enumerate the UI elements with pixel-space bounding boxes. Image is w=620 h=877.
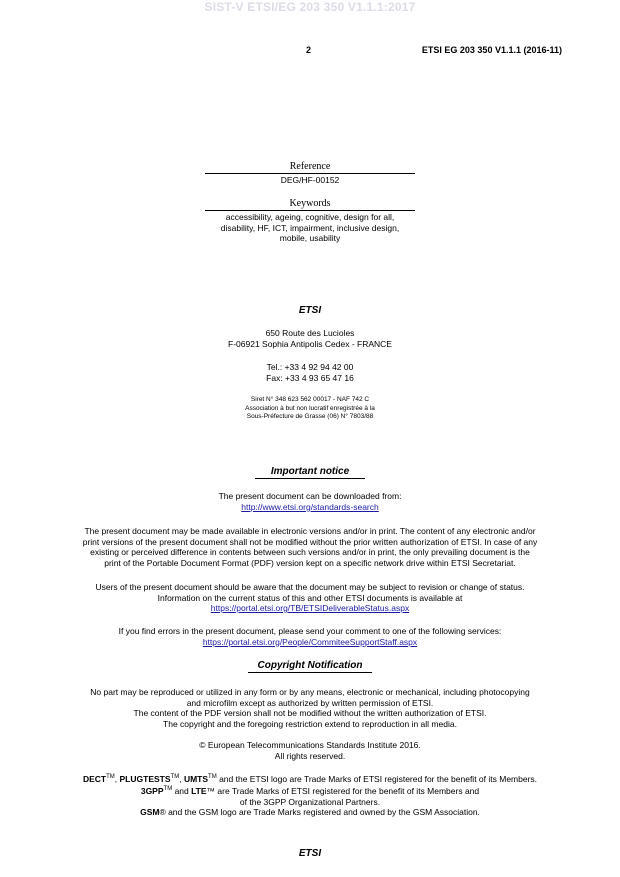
copyright-notice bbox=[0, 740, 620, 761]
download-link-row bbox=[0, 502, 620, 513]
copyright-line-5: © European Telecommunications Standards Institute 2016. bbox=[199, 740, 421, 750]
notice-paragraph-1 bbox=[0, 526, 620, 568]
copyright-heading bbox=[248, 659, 372, 673]
reference-block bbox=[205, 160, 415, 186]
address-line-2: F-06921 Sophia Antipolis Cedex - FRANCE bbox=[228, 339, 392, 349]
keywords-label: Keywords bbox=[205, 197, 415, 211]
keywords-line-3: mobile, usability bbox=[279, 233, 341, 243]
copyright-line-2: and microfilm except as authorized by written permission of ETSI. bbox=[186, 697, 434, 708]
notice-p2-line-1: Users of the present document should be aware that the document may be subject to revision or change of status. bbox=[95, 582, 525, 592]
telephone: Tel.: +33 4 92 94 42 00 bbox=[266, 362, 354, 372]
support-staff-link[interactable]: https://portal.etsi.org/People/CommiteeSupportStaff.aspx bbox=[202, 636, 418, 647]
download-link[interactable]: http://www.etsi.org/standards-search bbox=[241, 502, 379, 512]
trademark-line-3: of the 3GPP Organizational Partners. bbox=[239, 796, 381, 807]
notice-paragraph-2 bbox=[0, 582, 620, 614]
notice-p1-line-2: print versions of the present document shall not be modified without the prior written authorization of ETSI. In case of any bbox=[82, 536, 538, 547]
keywords-line-1: accessibility, ageing, cognitive, design for all, bbox=[225, 212, 395, 222]
address-line-1: 650 Route des Lucioles bbox=[265, 328, 355, 338]
reference-label: Reference bbox=[205, 160, 415, 174]
copyright-line-3: The content of the PDF version shall not be modified without the written authorization of ETSI. bbox=[133, 708, 487, 718]
etsi-title: ETSI bbox=[298, 305, 322, 316]
siret-line-3: Sous-Préfecture de Grasse (06) N° 7803/88 bbox=[246, 413, 374, 420]
important-notice-title: Important notice bbox=[255, 465, 365, 479]
reference-value: DEG/HF-00152 bbox=[280, 175, 340, 185]
copyright-line-4: The copyright and the foregoing restriction extend to reproduction in all media. bbox=[163, 718, 457, 729]
siret-line-1: Siret N° 348 623 562 00017 - NAF 742 C bbox=[250, 396, 370, 403]
notice-paragraph-3 bbox=[0, 626, 620, 647]
keywords-line-2: disability, HF, ICT, impairment, inclusive design, bbox=[220, 222, 400, 233]
copyright-title: Copyright Notification bbox=[248, 659, 372, 673]
copyright-line-6: All rights reserved. bbox=[274, 750, 346, 761]
copyright-line-1: No part may be reproduced or utilized in any form or by any means, electronic or mechanical, including photocopying bbox=[90, 687, 530, 697]
document-id: ETSI EG 203 350 V1.1.1 (2016-11) bbox=[421, 45, 562, 55]
copyright-paragraph bbox=[0, 687, 620, 729]
siret-line-2: Association à but non lucratif enregistrée à la bbox=[245, 404, 375, 412]
notice-p1-line-3: existing or perceived difference in contents between such versions and/or in print, the only prevailing document is the bbox=[90, 547, 530, 557]
notice-p1-line-4: print of the Portable Document Format (PDF) version kept on a specific network drive within ETSI Secretariat. bbox=[104, 557, 516, 568]
watermark: SIST-V ETSI/EG 203 350 V1.1.1:2017 bbox=[204, 0, 416, 14]
notice-p1-line-1: The present document may be made available in electronic versions and/or in print. The content of any electronic and/or bbox=[84, 526, 536, 536]
trademark-line-1: DECT™, PLUGTESTS™, UMTS™ and the ETSI logo are Trade Marks of ETSI registered for the benefit of its Members. bbox=[82, 773, 538, 784]
notice-p3-line-1: If you find errors in the present document, please send your comment to one of the following services: bbox=[118, 626, 502, 636]
important-notice-heading bbox=[255, 465, 365, 479]
page-number: 2 bbox=[306, 45, 312, 55]
trademark-line-2: 3GPP™ and LTE™ are Trade Marks of ETSI registered for the benefit of its Members and bbox=[140, 786, 480, 797]
trademark-line-4: GSM® and the GSM logo are Trade Marks registered and owned by the GSM Association. bbox=[140, 807, 480, 818]
keywords-block bbox=[205, 197, 415, 244]
footer-etsi: ETSI bbox=[298, 848, 322, 859]
trademarks bbox=[0, 772, 620, 818]
siret-block bbox=[0, 396, 620, 422]
notice-p2-line-2: Information on the current status of this and other ETSI documents is available at bbox=[157, 592, 463, 603]
fax: Fax: +33 4 93 65 47 16 bbox=[266, 373, 354, 383]
deliverable-status-link[interactable]: https://portal.etsi.org/TB/ETSIDeliverableStatus.aspx bbox=[210, 603, 410, 613]
download-text: The present document can be downloaded from: bbox=[218, 491, 402, 501]
